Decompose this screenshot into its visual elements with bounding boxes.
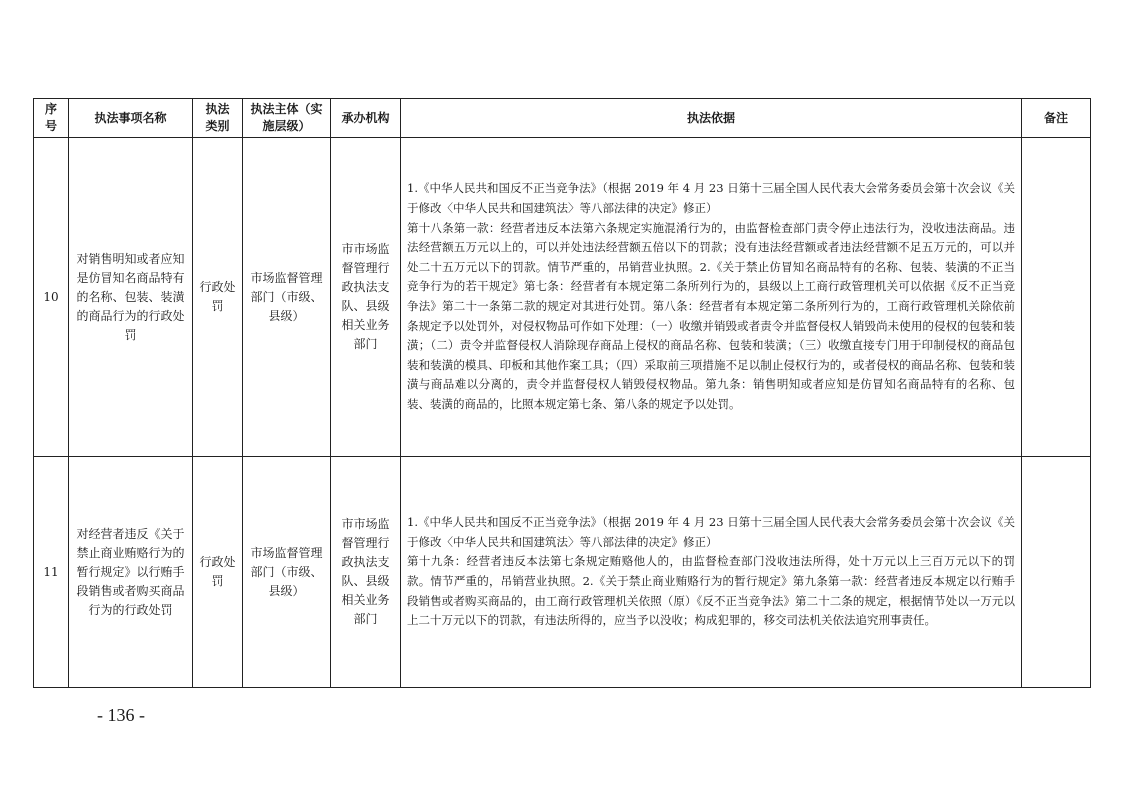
- row-category: 行政处罚: [193, 457, 243, 688]
- law-enforcement-table: [33, 98, 1091, 688]
- row-subject: 市场监督管理部门（市级、县级）: [243, 138, 331, 457]
- header-subject: 执法主体（实施层级）: [243, 99, 331, 138]
- basis-text: [407, 179, 1015, 414]
- row-basis: [401, 138, 1022, 457]
- table-row: [34, 457, 1091, 688]
- basis-paragraph: 1.《中华人民共和国反不正当竞争法》（根据 2019 年 4 月 23 日第十三届全国人民代表大会常务委员会第十次会议《关于修改〈中华人民共和国建筑法〉等八部法律的决定》修正）: [407, 181, 1015, 216]
- header-basis: 执法依据: [401, 99, 1022, 138]
- basis-text: [407, 513, 1015, 631]
- table-header-row: [34, 99, 1091, 138]
- header-remark: 备注: [1022, 99, 1091, 138]
- row-org: 市市场监督管理行政执法支队、县级相关业务部门: [331, 138, 401, 457]
- header-org: 承办机构: [331, 99, 401, 138]
- row-remark: [1022, 457, 1091, 688]
- row-name: 对销售明知或者应知是仿冒知名商品特有的名称、包装、装潢的商品行为的行政处罚: [69, 138, 193, 457]
- basis-paragraph: 第十九条：经营者违反本法第七条规定贿赂他人的，由监督检查部门没收违法所得，处十万元以上三百万元以下的罚款。情节严重的，吊销营业执照。2.《关于禁止商业贿赂行为的暂行规定》第九条第一款：经营者违反本规定以行贿手段销售或者购买商品的，由工商行政管理机关依照（原）《反不正当竞争法》第二十二条的规定，根据情节处以一万元以上二十万元以下的罚款，有违法所得的，应当予以没收；构成犯罪的，移交司法机关依法追究刑事责任。: [407, 554, 1015, 628]
- row-seq: 11: [34, 457, 69, 688]
- row-name: 对经营者违反《关于禁止商业贿赂行为的暂行规定》以行贿手段销售或者购买商品行为的行政处罚: [69, 457, 193, 688]
- header-name: 执法事项名称: [69, 99, 193, 138]
- table-row: [34, 138, 1091, 457]
- header-category: 执法类别: [193, 99, 243, 138]
- row-seq: 10: [34, 138, 69, 457]
- page-number: - 136 -: [97, 705, 145, 725]
- row-basis: [401, 457, 1022, 688]
- row-org: 市市场监督管理行政执法支队、县级相关业务部门: [331, 457, 401, 688]
- basis-paragraph: 1.《中华人民共和国反不正当竞争法》（根据 2019 年 4 月 23 日第十三届全国人民代表大会常务委员会第十次会议《关于修改〈中华人民共和国建筑法〉等八部法律的决定》修正）: [407, 515, 1015, 549]
- header-seq: 序号: [34, 99, 69, 138]
- row-category: 行政处罚: [193, 138, 243, 457]
- row-remark: [1022, 138, 1091, 457]
- basis-paragraph: 第十八条第一款：经营者违反本法第六条规定实施混淆行为的，由监督检查部门责令停止违法行为，没收违法商品。违法经营额五万元以上的，可以并处违法经营额五倍以下的罚款；没有违法经营额或者违法经营额不足五万元的，可以并处二十五万元以下的罚款。情节严重的，吊销营业执照。2.《关于禁止仿冒知名商品特有的名称、包装、装潢的不正当竞争行为的若干规定》第七条：经营者有本规定第二条所列行为的，县级以上工商行政管理机关可以依据《反不正当竞争法》第二十一条第二款的规定对其进行处罚。第八条：经营者有本规定第二条所列行为的，工商行政管理机关除依前条规定予以处罚外，对侵权物品可作如下处理：（一）收缴并销毁或者责令并监督侵权人销毁尚未使用的侵权的包装和装潢；（二）责令并监督侵权人消除现存商品上侵权的商品名称、包装和装潢；（三）收缴直接专门用于印制侵权的商品包装和装潢的模具、印板和其他作案工具；（四）采取前三项措施不足以制止侵权行为的，或者侵权的商品名称、包装和装潢与商品难以分离的，责令并监督侵权人销毁侵权物品。第九条：销售明知或者应知是仿冒知名商品特有的名称、包装、装潢的商品的，比照本规定第七条、第八条的规定予以处罚。: [407, 220, 1015, 411]
- row-subject: 市场监督管理部门（市级、县级）: [243, 457, 331, 688]
